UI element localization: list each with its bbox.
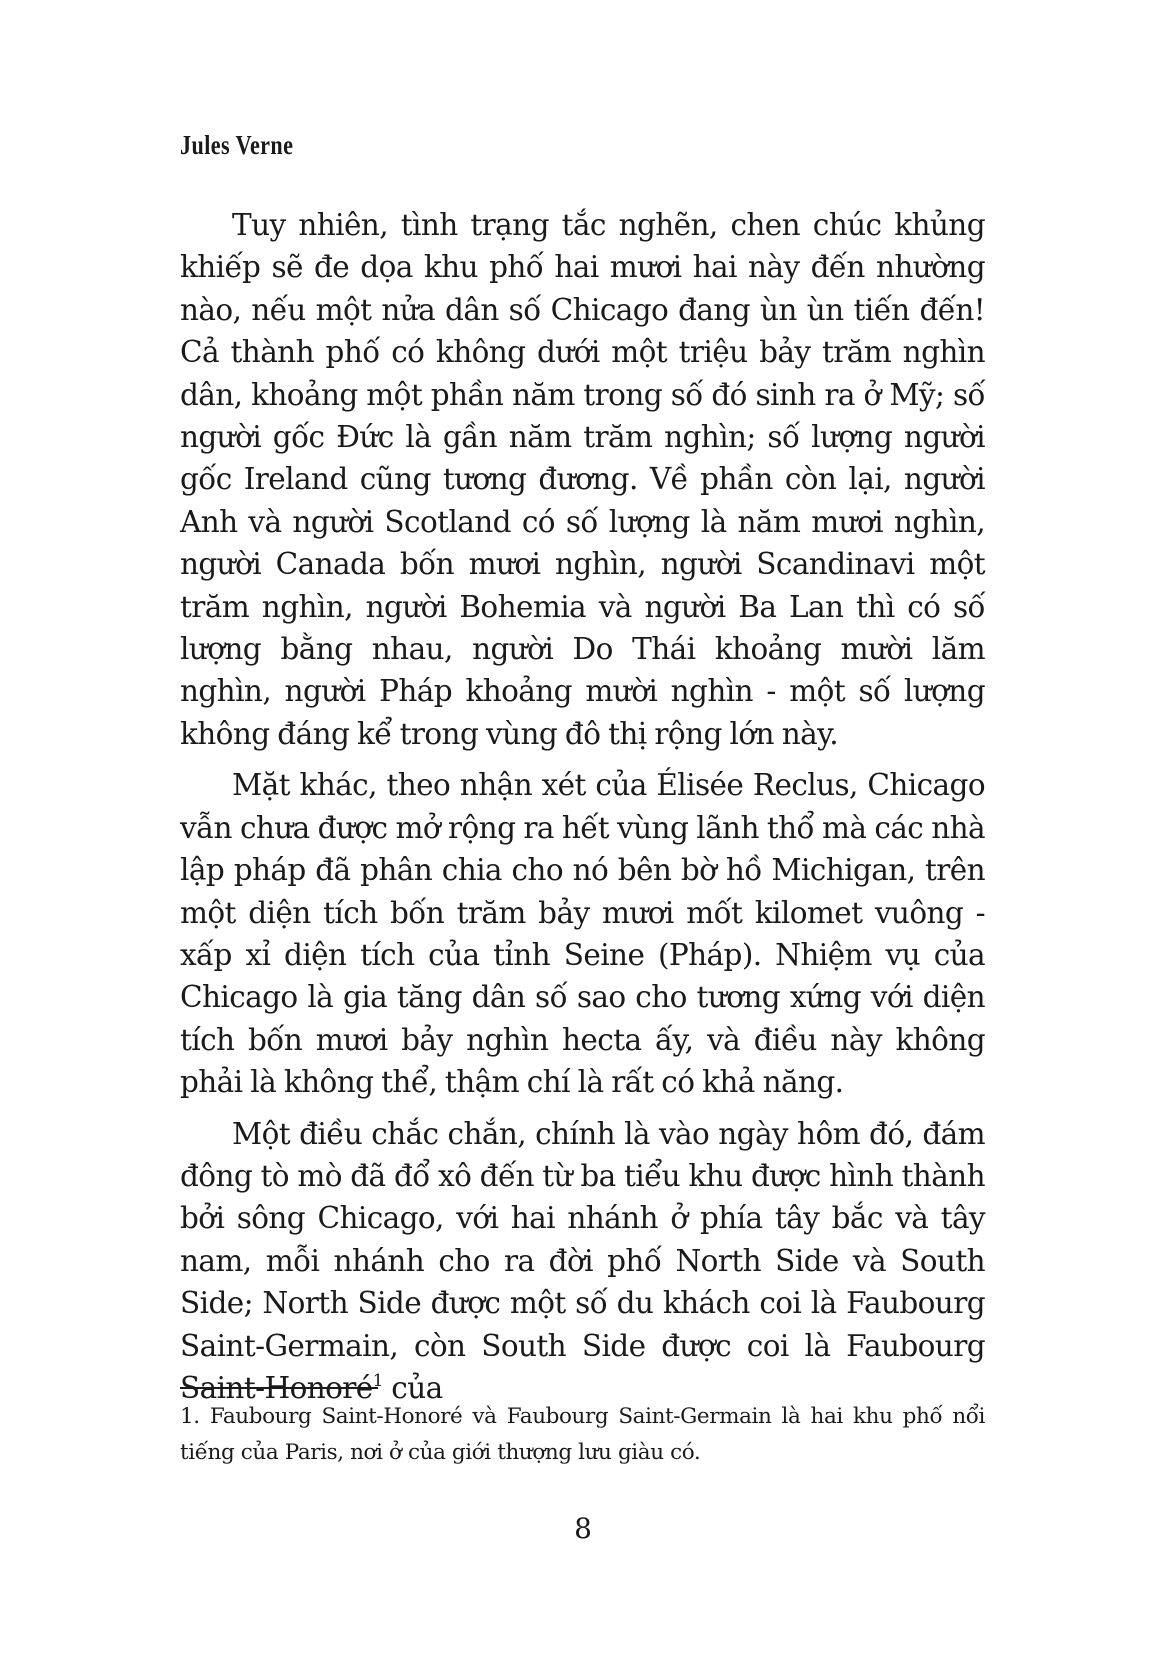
footnote-reference[interactable]: 1	[372, 1370, 384, 1391]
paragraph-3	[180, 1113, 985, 1410]
paragraph-3-tail: của	[383, 1370, 443, 1405]
footnote: 1. Faubourg Saint-Honoré và Faubourg Saint-Germain là hai khu phố nổi tiếng của Paris, nơi ở của giới thượng lưu giàu có.	[180, 1404, 985, 1465]
body-text	[180, 204, 985, 1409]
paragraph-2: Mặt khác, theo nhận xét của Élisée Reclus, Chicago vẫn chưa được mở rộng ra hết vùng lãnh thổ mà các nhà lập pháp đã phân chia cho nó bên bờ hồ Michigan, trên một diện tích bốn trăm bảy mươi mốt kilomet vuông - xấp xỉ diện tích của tỉnh Seine (Pháp). Nhiệm vụ của Chicago là gia tăng dân số sao cho tương xứng với diện tích bốn mươi bảy nghìn hecta ấy, và điều này không phải là không thể, thậm chí là rất có khả năng.	[180, 768, 985, 1100]
running-head-author: Jules Verne	[180, 130, 294, 160]
page-number: 8	[574, 1512, 592, 1545]
paragraph-3-text: Một điều chắc chắn, chính là vào ngày hôm đó, đám đông tò mò đã đổ xô đến từ ba tiểu khu được hình thành bởi sông Chicago, với hai nhánh ở phía tây bắc và tây nam, mỗi nhánh cho ra đời phố North Side và South Side; North Side được một số du khách coi là Faubourg Saint-Germain, còn South Side được coi là Faubourg Saint-Honoré	[180, 1116, 985, 1405]
footnote-divider	[180, 1387, 378, 1389]
paragraph-1: Tuy nhiên, tình trạng tắc nghẽn, chen chúc khủng khiếp sẽ đe dọa khu phố hai mươi hai này đến nhường nào, nếu một nửa dân số Chicago đang ùn ùn tiến đến! Cả thành phố có không dưới một triệu bảy trăm nghìn dân, khoảng một phần năm trong số đó sinh ra ở Mỹ; số người gốc Đức là gần năm trăm nghìn; số lượng người gốc Ireland cũng tương đương. Về phần còn lại, người Anh và người Scotland có số lượng là năm mươi nghìn, người Canada bốn mươi nghìn, người Scandinavi một trăm nghìn, người Bohemia và người Ba Lan thì có số lượng bằng nhau, người Do Thái khoảng mười lăm nghìn, người Pháp khoảng mười nghìn - một số lượng không đáng kể trong vùng đô thị rộng lớn này.	[180, 208, 985, 751]
